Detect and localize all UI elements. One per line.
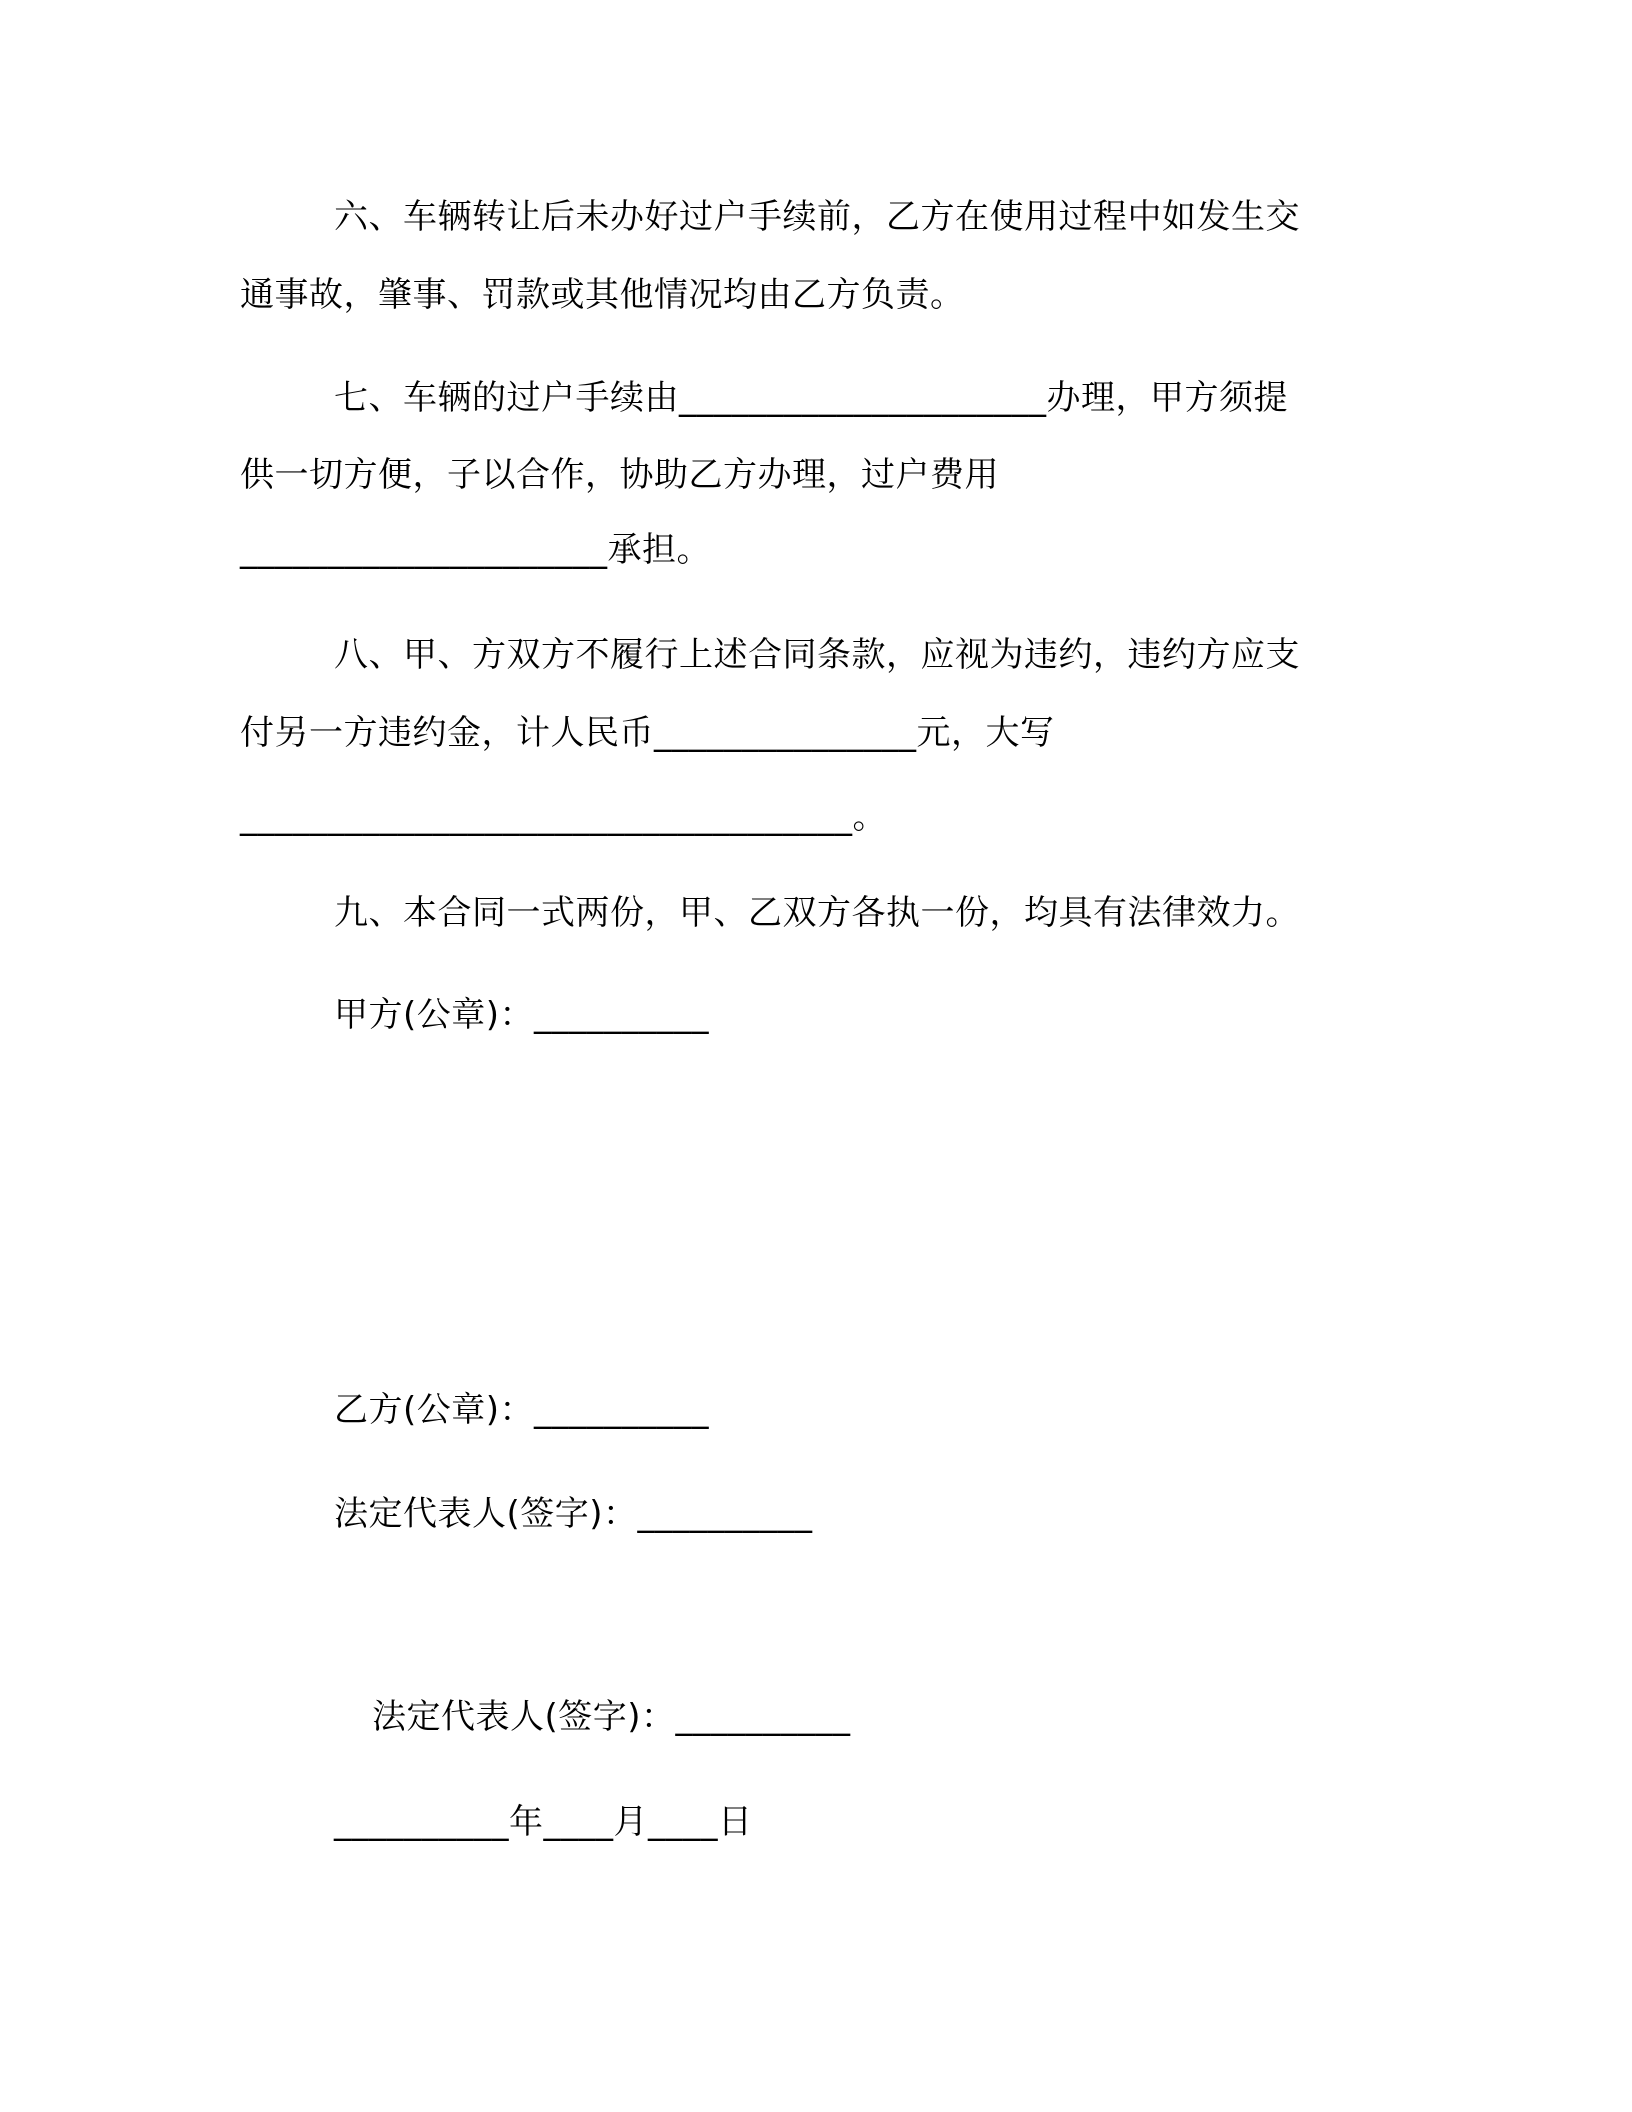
- party-a-seal-line: 甲方(公章)：__________: [334, 995, 710, 1035]
- signing-date-line: __________年____月____日: [334, 1802, 753, 1842]
- clause-6-line-2: 通事故，肇事、罚款或其他情况均由乙方负责。: [240, 275, 965, 315]
- party-b-seal-line: 乙方(公章)：__________: [334, 1390, 710, 1430]
- clause-8-line-3: ___________________________________。: [240, 797, 887, 837]
- clause-7-line-2: 供一切方便，子以合作，协助乙方办理，过户费用: [240, 455, 999, 495]
- clause-7-line-3: _____________________承担。: [240, 530, 711, 570]
- legal-representative-signature-1: 法定代表人(签字)：__________: [334, 1494, 813, 1534]
- legal-representative-signature-2: 法定代表人(签字)：__________: [372, 1697, 851, 1737]
- clause-8-line-1: 八、甲、方双方不履行上述合同条款，应视为违约，违约方应支: [334, 635, 1300, 675]
- clause-8-line-2: 付另一方违约金，计人民币_______________元，大写: [240, 713, 1055, 753]
- clause-6-line-1: 六、车辆转让后未办好过户手续前，乙方在使用过程中如发生交: [334, 197, 1300, 237]
- clause-7-line-1: 七、车辆的过户手续由_____________________办理，甲方须提: [334, 378, 1288, 418]
- clause-9-line-1: 九、本合同一式两份，甲、乙双方各执一份，均具有法律效力。: [334, 893, 1300, 933]
